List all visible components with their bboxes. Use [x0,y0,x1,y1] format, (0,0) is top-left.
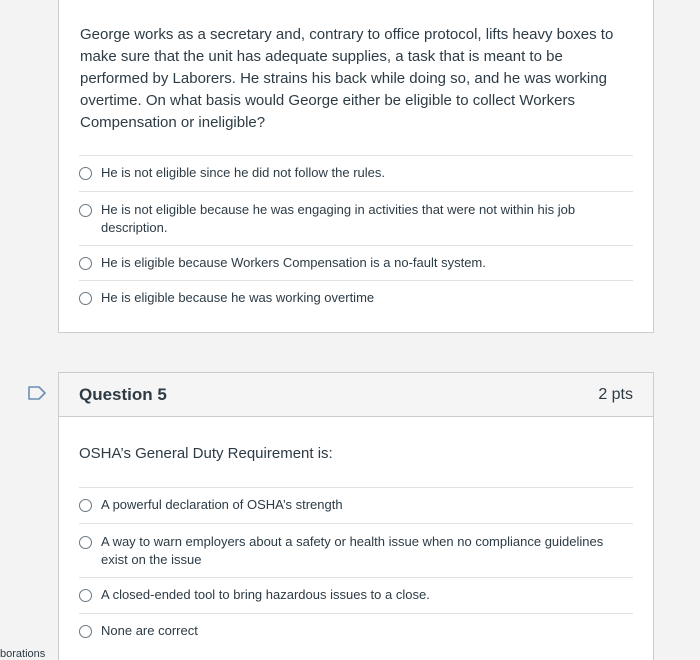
radio-unchecked-icon[interactable] [79,536,92,549]
flag-outline-icon[interactable] [28,386,46,400]
radio-unchecked-icon[interactable] [79,499,92,512]
radio-unchecked-icon[interactable] [79,167,92,180]
answer-option[interactable] [79,487,633,523]
question-title: Question 5 [79,384,167,404]
answer-label: A closed-ended tool to bring hazardous issues to a close. [101,587,430,602]
answer-option[interactable] [79,577,633,613]
radio-unchecked-icon[interactable] [79,625,92,638]
sidebar-partial-label[interactable]: borations [0,648,46,660]
radio-unchecked-icon[interactable] [79,292,92,305]
answer-label: He is eligible because Workers Compensation is a no-fault system. [101,255,486,270]
radio-unchecked-icon[interactable] [79,257,92,270]
answer-label: A powerful declaration of OSHA’s strength [101,497,343,512]
answer-option[interactable] [79,523,633,577]
question-4-text: George works as a secretary and, contrary to office protocol, lifts heavy boxes to make sure that the unit has adequate supplies, a task that is meant to be performed by Laborers. He strains his back while doing so, and he was working overtime. On what basis would George either be eligible to collect Workers Compensation or ineligible? [80,26,614,131]
answer-label: A way to warn employers about a safety or health issue when no compliance guidelines exist on the issue [101,534,604,567]
answer-label: He is not eligible since he did not follow the rules. [101,165,385,180]
question-4-card [58,0,654,333]
answer-option[interactable] [79,155,633,191]
question-5-card [58,372,654,660]
answer-label: He is not eligible because he was engaging in activities that were not within his job description. [101,202,576,235]
answer-label: He is eligible because he was working overtime [101,290,375,305]
answer-option[interactable] [79,280,633,316]
answer-option[interactable] [79,191,633,245]
question-points: 2 pts [598,385,633,403]
answer-option[interactable] [79,245,633,280]
radio-unchecked-icon[interactable] [79,589,92,602]
answer-option[interactable] [79,613,633,649]
answer-label: None are correct [101,623,198,638]
radio-unchecked-icon[interactable] [79,204,92,217]
question-5-text: OSHA’s General Duty Requirement is: [79,445,333,462]
question-header [59,373,653,417]
